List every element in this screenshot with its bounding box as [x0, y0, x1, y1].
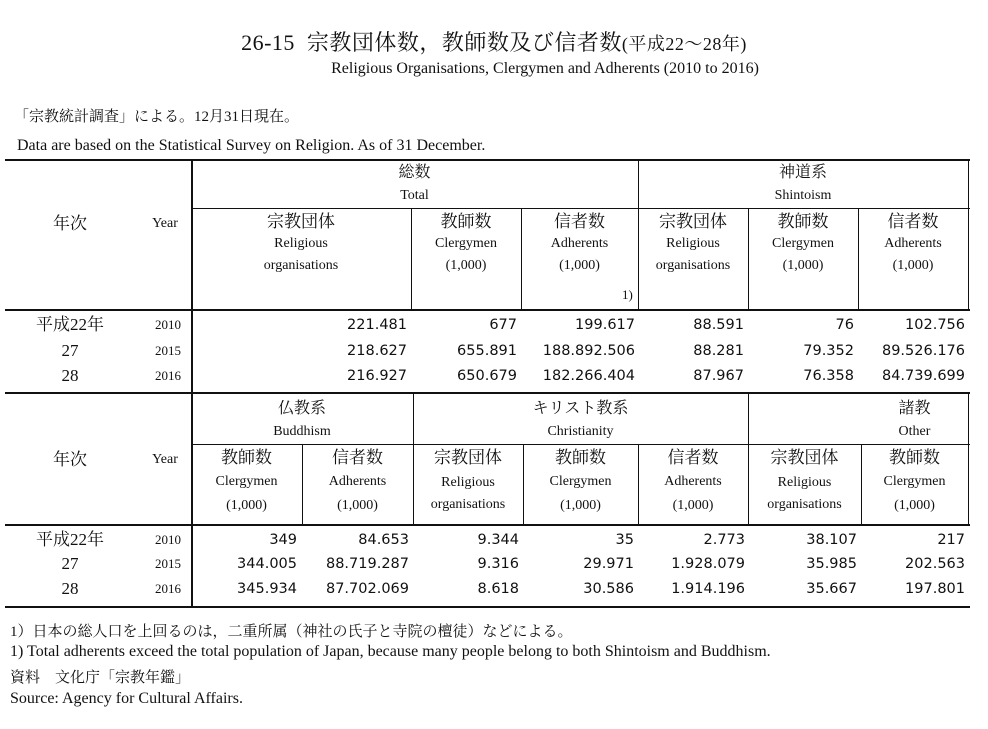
col-label-en: Religious: [441, 475, 495, 490]
table-cell: 677: [489, 317, 517, 333]
col-label-en: organisations: [263, 258, 339, 273]
table-cell: 182.266.404: [542, 368, 635, 384]
col-label-jp: 宗教団体: [434, 448, 502, 467]
year-label-en: 2010: [155, 532, 181, 547]
col-unit: (1,000): [892, 258, 934, 273]
table-cell: 30.586: [583, 581, 634, 597]
col-divider: [968, 160, 969, 310]
col-unit: (1,000): [559, 258, 600, 273]
col-label-en: organisations: [767, 497, 842, 512]
table-cell: 88.719.287: [325, 556, 409, 572]
table-number: 26-15: [241, 30, 295, 55]
table-cell: 197.801: [905, 581, 965, 597]
table-cell: 88.591: [693, 317, 744, 333]
table-cell: 1.928.079: [671, 556, 745, 572]
table-cell: 2.773: [703, 532, 745, 548]
col-label-jp: 宗教団体: [267, 212, 335, 231]
table-cell: 8.618: [477, 581, 519, 597]
table-cell: 35.985: [806, 556, 857, 572]
table-cell: 202.563: [905, 556, 965, 572]
col-label-jp: 教師数: [555, 448, 606, 467]
col-label-en: Adherents: [328, 474, 387, 489]
group-header-divider: [191, 208, 970, 209]
group-shinto-en: Shintoism: [774, 188, 832, 203]
year-label-jp: 27: [61, 341, 79, 360]
table-cell: 221.481: [347, 317, 407, 333]
group-other-jp: 諸教: [898, 400, 931, 417]
group-christianity-en: Christianity: [547, 424, 614, 439]
col-header-christianity-clergy: [523, 447, 638, 517]
col-label-en: Religious: [777, 475, 832, 490]
col-unit: (1,000): [337, 498, 378, 513]
table-cell: 9.316: [477, 556, 519, 572]
col-label-en: Clergymen: [549, 474, 612, 489]
col-unit: (1,000): [672, 498, 714, 513]
table-title-jp: [0, 26, 988, 57]
year-label-en: 2015: [155, 556, 181, 571]
table-cell: 84.739.699: [881, 368, 965, 384]
col-label-en: Adherents: [664, 474, 722, 489]
table-cell: 345.934: [237, 581, 297, 597]
group-shinto-jp: 神道系: [778, 164, 827, 181]
title-jp-text: 宗教団体数，教師数及び信者数: [306, 30, 622, 55]
col-header-total-org: [191, 211, 411, 277]
table-cell: 76: [835, 317, 854, 333]
col-unit: (1,000): [894, 498, 935, 513]
table-cell: 216.927: [347, 368, 407, 384]
col-label-jp: 信者数: [554, 212, 605, 231]
table-cell: 38.107: [806, 532, 857, 548]
table-bottom-border: [5, 606, 970, 608]
group-buddhism-en: Buddhism: [273, 424, 331, 439]
year-label-jp: 27: [61, 554, 79, 573]
col-label-en: Adherents: [884, 236, 942, 251]
year-label-en: 2016: [155, 581, 181, 596]
table-cell: 650.679: [457, 368, 517, 384]
title-jp-period: (平成22～28年): [621, 34, 747, 54]
table-cell: 88.281: [693, 343, 744, 359]
year-label-jp: 平成22年: [36, 315, 104, 334]
header-bottom-border: [5, 524, 970, 526]
year-label-jp: 28: [61, 366, 79, 385]
col-label-en: Clergymen: [435, 236, 497, 251]
year-label-jp: 平成22年: [36, 530, 104, 549]
table-title-en: Religious Organisations, Clergymen and Adherents (2010 to 2016): [331, 60, 759, 77]
table-cell: 655.891: [457, 343, 517, 359]
col-header-other-clergy: [861, 447, 968, 517]
group-other-en: Other: [898, 424, 931, 439]
year-header-en: Year: [152, 452, 178, 467]
col-header-other-org: [748, 447, 861, 513]
col-label-jp: 信者数: [667, 448, 719, 467]
table-cell: 76.358: [803, 368, 854, 384]
col-label-jp: 宗教団体: [659, 212, 727, 231]
source-jp: 資料 文化庁「宗教年鑑」: [10, 670, 191, 686]
table-cell: 89.526.176: [881, 343, 965, 359]
note-jp: 「宗教統計調査」による。12月31日現在。: [14, 109, 300, 125]
col-label-jp: 信者数: [332, 448, 383, 467]
table-cell: 217: [937, 532, 965, 548]
col-header-shinto-adherents: [858, 211, 968, 277]
table-cell: 1.914.196: [671, 581, 745, 597]
year-label-en: 2015: [155, 343, 181, 358]
col-label-en: Clergymen: [883, 474, 946, 489]
table-cell: 218.627: [347, 343, 407, 359]
source-en: Source: Agency for Cultural Affairs.: [10, 690, 243, 707]
year-label-jp: 28: [61, 579, 79, 598]
group-christianity-jp: キリスト教系: [532, 400, 629, 417]
col-header-christianity-org: [413, 447, 523, 513]
table-cell: 344.005: [237, 556, 297, 572]
table-cell: 35.667: [806, 581, 857, 597]
note-en: Data are based on the Statistical Survey on Religion. As of 31 December.: [17, 137, 486, 154]
group-header-divider: [191, 444, 970, 445]
col-label-en: Clergymen: [772, 236, 834, 251]
col-header-christianity-adherents: [638, 447, 748, 517]
col-divider: [968, 393, 969, 525]
year-label-en: 2010: [155, 317, 181, 332]
col-header-shinto-clergy: [748, 211, 858, 277]
group-total-jp: 総数: [398, 164, 431, 181]
group-buddhism-jp: 仏教系: [277, 400, 326, 417]
col-unit: (1,000): [782, 258, 824, 273]
col-label-jp: 信者数: [887, 212, 939, 231]
col-unit: (1,000): [445, 258, 487, 273]
header-bottom-border: [5, 309, 970, 311]
table-cell: 188.892.506: [542, 343, 635, 359]
year-header-jp: 年次: [53, 214, 87, 233]
col-header-total-clergy: [411, 211, 521, 277]
table-top-border: [5, 159, 970, 161]
col-label-en: organisations: [430, 497, 506, 512]
year-header-en: Year: [152, 216, 178, 231]
col-label-en: Religious: [274, 236, 328, 251]
col-header-buddhism-clergy: [191, 447, 302, 517]
footnote-en: 1) Total adherents exceed the total population of Japan, because many people belong to both Shintoism and Buddhism.: [10, 643, 771, 660]
col-label-jp: 教師数: [777, 212, 829, 231]
table-cell: 349: [269, 532, 297, 548]
col-header-total-adherents: [521, 211, 638, 277]
year-header-jp: 年次: [53, 450, 87, 469]
col-label-jp: 教師数: [221, 448, 272, 467]
col-header-shinto-org: [638, 211, 748, 277]
col-unit: (1,000): [226, 498, 267, 513]
col-label-jp: 宗教団体: [770, 448, 839, 467]
table-top-bottom-border: [5, 392, 970, 394]
table-cell: 87.967: [693, 368, 744, 384]
table-cell: 9.344: [477, 532, 519, 548]
col-label-jp: 教師数: [889, 448, 940, 467]
table-cell: 79.352: [803, 343, 854, 359]
col-unit: (1,000): [560, 498, 601, 513]
col-label-en: Religious: [666, 236, 720, 251]
year-label-en: 2016: [155, 368, 181, 383]
col-label-en: organisations: [655, 258, 731, 273]
footnote-mark: 1): [622, 287, 633, 302]
table-cell: 35: [615, 532, 634, 548]
col-header-buddhism-adherents: [302, 447, 413, 517]
col-label-en: Adherents: [550, 236, 609, 251]
table-cell: 87.702.069: [325, 581, 409, 597]
table-cell: 199.617: [575, 317, 635, 333]
col-label-jp: 教師数: [440, 212, 492, 231]
group-total-en: Total: [400, 188, 429, 203]
col-label-en: Clergymen: [215, 474, 278, 489]
table-cell: 102.756: [905, 317, 965, 333]
table-cell: 84.653: [358, 532, 409, 548]
table-cell: 29.971: [583, 556, 634, 572]
footnote-jp: 1）日本の総人口を上回るのは，二重所属（神社の氏子と寺院の檀徒）などによる。: [10, 624, 573, 640]
